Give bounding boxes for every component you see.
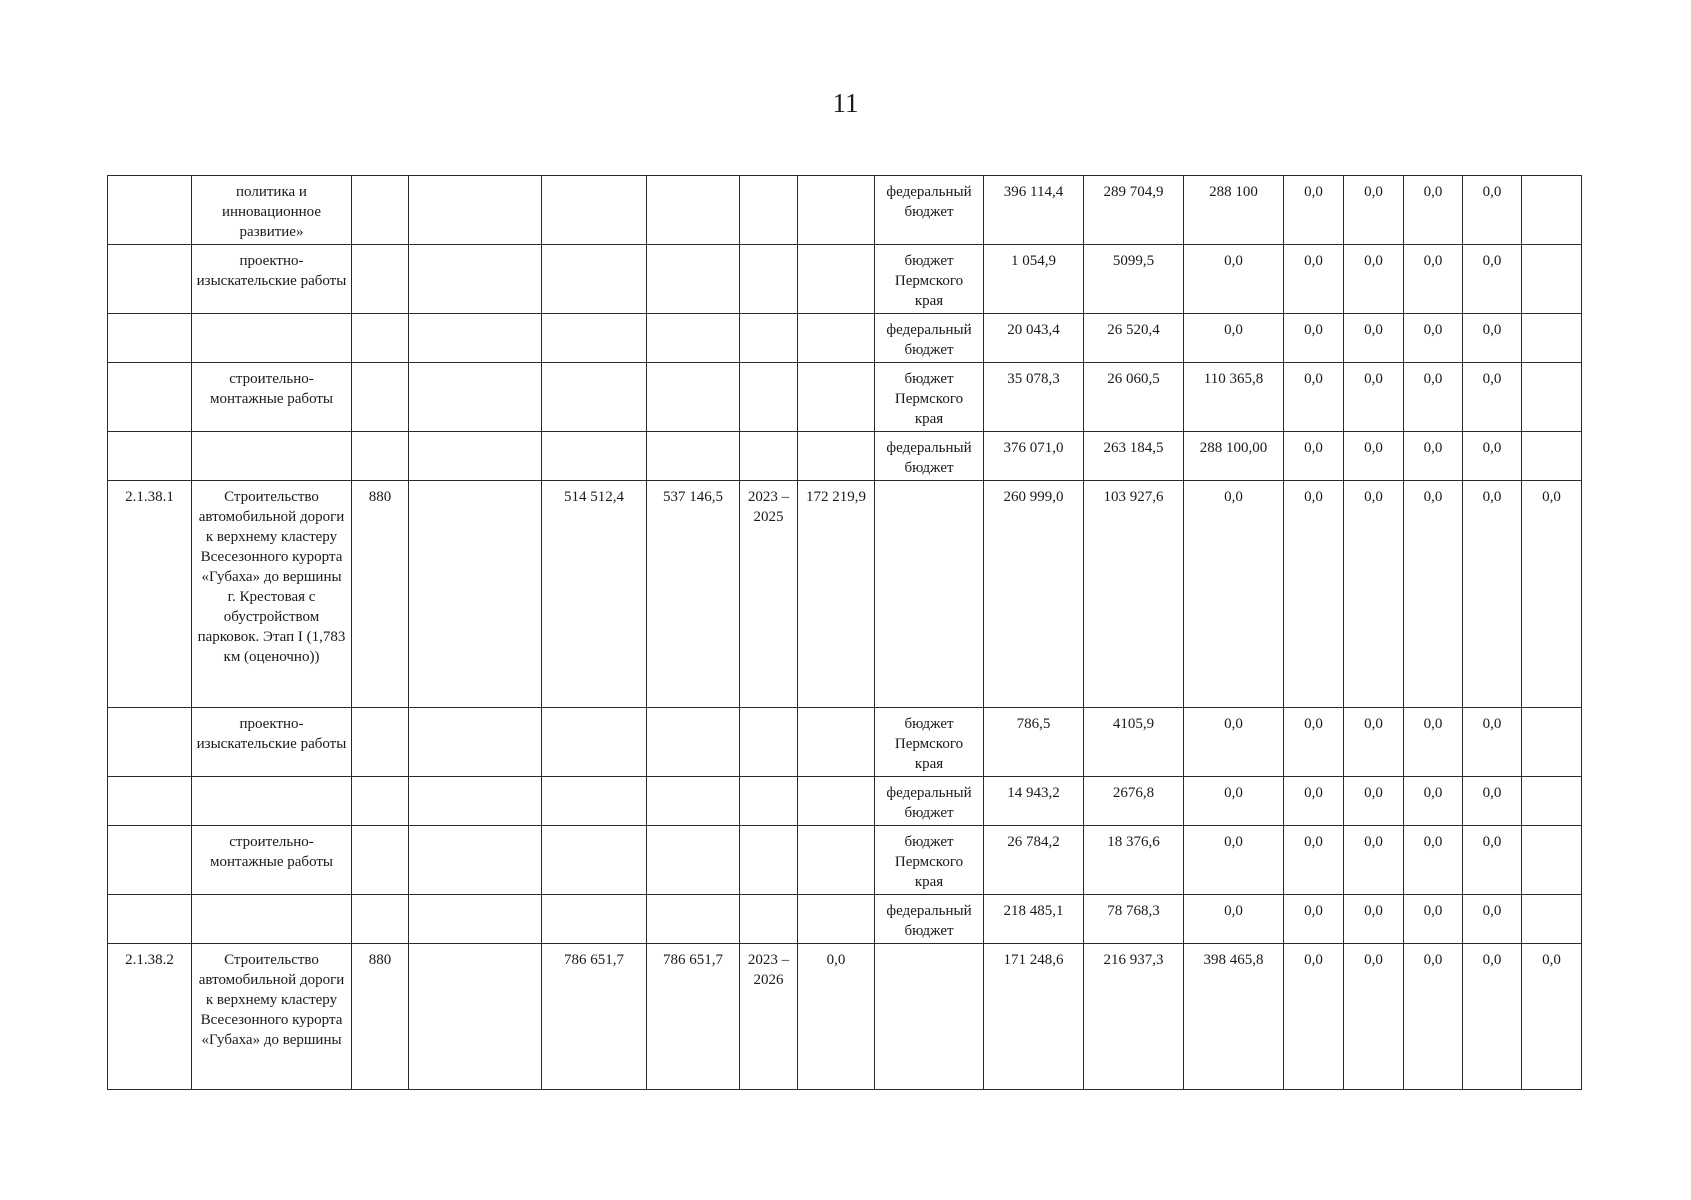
cell-value-1: 26 784,2: [984, 826, 1084, 895]
cell-value-6: 0,0: [1404, 245, 1463, 314]
cell-value-5: 0,0: [1344, 944, 1404, 1090]
cell-value-5: 0,0: [1344, 245, 1404, 314]
cell-value-4: 0,0: [1284, 314, 1344, 363]
cell-previous-funding: [798, 314, 875, 363]
cell-total-cost: [647, 895, 740, 944]
cell-value-3: 0,0: [1184, 245, 1284, 314]
cell-name: [192, 314, 352, 363]
cell-funding-source: федеральный бюджет: [875, 314, 984, 363]
cell-value-7: 0,0: [1463, 432, 1522, 481]
cell-value-6: 0,0: [1404, 432, 1463, 481]
cell-value-3: 0,0: [1184, 777, 1284, 826]
table-row: [108, 777, 1582, 826]
cell-previous-funding: [798, 826, 875, 895]
cell-period: [740, 245, 798, 314]
cell-code: [108, 432, 192, 481]
cell-value-3: 0,0: [1184, 895, 1284, 944]
cell-value-7: 0,0: [1463, 245, 1522, 314]
cell-code: 2.1.38.1: [108, 481, 192, 708]
cell-period: 2023 – 2025: [740, 481, 798, 708]
cell-column-4: [409, 777, 542, 826]
cell-estimated-cost: [542, 708, 647, 777]
cell-value-3: 288 100: [1184, 176, 1284, 245]
cell-value-4: 0,0: [1284, 481, 1344, 708]
cell-value-7: 0,0: [1463, 708, 1522, 777]
cell-value-7: 0,0: [1463, 314, 1522, 363]
cell-value-6: 0,0: [1404, 708, 1463, 777]
table-row: [108, 944, 1582, 1090]
cell-code: [108, 314, 192, 363]
cell-period: [740, 363, 798, 432]
cell-value-5: 0,0: [1344, 708, 1404, 777]
cell-value-6: 0,0: [1404, 363, 1463, 432]
cell-column-4: [409, 895, 542, 944]
cell-name: [192, 432, 352, 481]
cell-value-3: 398 465,8: [1184, 944, 1284, 1090]
cell-value-8: 0,0: [1522, 944, 1582, 1090]
cell-funding-source: бюджет Пермского края: [875, 708, 984, 777]
cell-funding-source: федеральный бюджет: [875, 432, 984, 481]
cell-value-4: 0,0: [1284, 432, 1344, 481]
cell-customer-code: [352, 176, 409, 245]
cell-value-3: 0,0: [1184, 481, 1284, 708]
cell-funding-source: бюджет Пермского края: [875, 245, 984, 314]
cell-value-8: [1522, 245, 1582, 314]
cell-total-cost: 537 146,5: [647, 481, 740, 708]
cell-estimated-cost: [542, 314, 647, 363]
cell-customer-code: 880: [352, 944, 409, 1090]
cell-estimated-cost: [542, 363, 647, 432]
cell-column-4: [409, 245, 542, 314]
table-row: [108, 363, 1582, 432]
table-row: [108, 176, 1582, 245]
table-row: [108, 481, 1582, 708]
cell-value-7: 0,0: [1463, 363, 1522, 432]
cell-name: строительно-монтажные работы: [192, 363, 352, 432]
cell-value-8: [1522, 708, 1582, 777]
cell-period: [740, 777, 798, 826]
cell-value-3: 0,0: [1184, 826, 1284, 895]
cell-code: [108, 245, 192, 314]
cell-code: [108, 708, 192, 777]
cell-total-cost: [647, 245, 740, 314]
cell-customer-code: [352, 245, 409, 314]
cell-value-8: [1522, 895, 1582, 944]
cell-estimated-cost: [542, 895, 647, 944]
cell-value-2: 4105,9: [1084, 708, 1184, 777]
cell-customer-code: [352, 314, 409, 363]
cell-column-4: [409, 314, 542, 363]
cell-value-6: 0,0: [1404, 826, 1463, 895]
cell-value-3: 0,0: [1184, 314, 1284, 363]
cell-value-1: 260 999,0: [984, 481, 1084, 708]
cell-value-2: 18 376,6: [1084, 826, 1184, 895]
cell-code: [108, 777, 192, 826]
page-number: 11: [832, 88, 859, 118]
cell-period: [740, 314, 798, 363]
cell-total-cost: [647, 432, 740, 481]
cell-name: политика и инновационное развитие»: [192, 176, 352, 245]
cell-name: проектно-изыскательские работы: [192, 245, 352, 314]
cell-value-6: 0,0: [1404, 314, 1463, 363]
cell-funding-source: бюджет Пермского края: [875, 826, 984, 895]
cell-value-4: 0,0: [1284, 944, 1344, 1090]
cell-name: [192, 777, 352, 826]
cell-name: строительно-монтажные работы: [192, 826, 352, 895]
cell-total-cost: [647, 176, 740, 245]
cell-previous-funding: 0,0: [798, 944, 875, 1090]
cell-value-2: 216 937,3: [1084, 944, 1184, 1090]
cell-value-1: 396 114,4: [984, 176, 1084, 245]
cell-previous-funding: [798, 895, 875, 944]
cell-value-2: 78 768,3: [1084, 895, 1184, 944]
cell-value-7: 0,0: [1463, 176, 1522, 245]
cell-value-7: 0,0: [1463, 944, 1522, 1090]
cell-total-cost: [647, 708, 740, 777]
cell-value-7: 0,0: [1463, 481, 1522, 708]
cell-value-5: 0,0: [1344, 777, 1404, 826]
cell-value-5: 0,0: [1344, 363, 1404, 432]
cell-column-4: [409, 432, 542, 481]
cell-column-4: [409, 944, 542, 1090]
table-row: [108, 245, 1582, 314]
cell-value-6: 0,0: [1404, 176, 1463, 245]
cell-value-5: 0,0: [1344, 481, 1404, 708]
cell-value-2: 26 060,5: [1084, 363, 1184, 432]
cell-value-8: [1522, 363, 1582, 432]
table-row: [108, 826, 1582, 895]
cell-total-cost: [647, 777, 740, 826]
cell-value-6: 0,0: [1404, 944, 1463, 1090]
cell-funding-source: федеральный бюджет: [875, 777, 984, 826]
cell-value-8: 0,0: [1522, 481, 1582, 708]
cell-value-6: 0,0: [1404, 895, 1463, 944]
cell-value-1: 35 078,3: [984, 363, 1084, 432]
table-row: [108, 314, 1582, 363]
cell-customer-code: [352, 363, 409, 432]
cell-funding-source: федеральный бюджет: [875, 895, 984, 944]
cell-total-cost: 786 651,7: [647, 944, 740, 1090]
cell-funding-source: федеральный бюджет: [875, 176, 984, 245]
cell-period: 2023 – 2026: [740, 944, 798, 1090]
cell-total-cost: [647, 826, 740, 895]
cell-value-4: 0,0: [1284, 176, 1344, 245]
cell-name: [192, 895, 352, 944]
cell-funding-source: [875, 481, 984, 708]
cell-value-2: 26 520,4: [1084, 314, 1184, 363]
cell-value-4: 0,0: [1284, 777, 1344, 826]
cell-customer-code: [352, 895, 409, 944]
cell-funding-source: [875, 944, 984, 1090]
cell-value-1: 14 943,2: [984, 777, 1084, 826]
cell-customer-code: [352, 826, 409, 895]
cell-column-4: [409, 176, 542, 245]
cell-customer-code: [352, 777, 409, 826]
cell-value-2: 2676,8: [1084, 777, 1184, 826]
cell-column-4: [409, 481, 542, 708]
cell-value-7: 0,0: [1463, 777, 1522, 826]
cell-value-2: 103 927,6: [1084, 481, 1184, 708]
cell-value-1: 218 485,1: [984, 895, 1084, 944]
cell-value-8: [1522, 777, 1582, 826]
cell-value-1: 376 071,0: [984, 432, 1084, 481]
cell-customer-code: [352, 708, 409, 777]
cell-previous-funding: 172 219,9: [798, 481, 875, 708]
cell-previous-funding: [798, 245, 875, 314]
budget-table: [107, 175, 1582, 1090]
cell-value-4: 0,0: [1284, 363, 1344, 432]
cell-previous-funding: [798, 708, 875, 777]
cell-value-3: 110 365,8: [1184, 363, 1284, 432]
cell-customer-code: 880: [352, 481, 409, 708]
cell-value-7: 0,0: [1463, 826, 1522, 895]
table-row: [108, 432, 1582, 481]
cell-value-5: 0,0: [1344, 432, 1404, 481]
cell-total-cost: [647, 363, 740, 432]
cell-name: проектно-изыскательские работы: [192, 708, 352, 777]
cell-estimated-cost: [542, 245, 647, 314]
cell-value-3: 288 100,00: [1184, 432, 1284, 481]
cell-column-4: [409, 826, 542, 895]
cell-column-4: [409, 363, 542, 432]
cell-value-1: 171 248,6: [984, 944, 1084, 1090]
cell-code: [108, 826, 192, 895]
cell-column-4: [409, 708, 542, 777]
cell-value-8: [1522, 826, 1582, 895]
cell-name: Строительство автомобильной дороги к верхнему кластеру Всесезонного курорта «Губаха» до вершины: [192, 944, 352, 1090]
cell-previous-funding: [798, 363, 875, 432]
cell-value-4: 0,0: [1284, 245, 1344, 314]
cell-value-4: 0,0: [1284, 826, 1344, 895]
cell-value-2: 289 704,9: [1084, 176, 1184, 245]
cell-estimated-cost: [542, 176, 647, 245]
cell-value-8: [1522, 314, 1582, 363]
cell-value-4: 0,0: [1284, 895, 1344, 944]
cell-period: [740, 432, 798, 481]
cell-value-7: 0,0: [1463, 895, 1522, 944]
cell-value-5: 0,0: [1344, 314, 1404, 363]
cell-value-6: 0,0: [1404, 481, 1463, 708]
cell-value-2: 5099,5: [1084, 245, 1184, 314]
cell-funding-source: бюджет Пермского края: [875, 363, 984, 432]
cell-value-5: 0,0: [1344, 176, 1404, 245]
cell-value-6: 0,0: [1404, 777, 1463, 826]
cell-period: [740, 826, 798, 895]
cell-customer-code: [352, 432, 409, 481]
cell-estimated-cost: [542, 826, 647, 895]
table-row: [108, 895, 1582, 944]
cell-total-cost: [647, 314, 740, 363]
cell-previous-funding: [798, 777, 875, 826]
cell-value-5: 0,0: [1344, 826, 1404, 895]
cell-value-3: 0,0: [1184, 708, 1284, 777]
cell-code: [108, 176, 192, 245]
cell-estimated-cost: [542, 777, 647, 826]
cell-period: [740, 176, 798, 245]
cell-value-1: 786,5: [984, 708, 1084, 777]
cell-value-2: 263 184,5: [1084, 432, 1184, 481]
cell-estimated-cost: 514 512,4: [542, 481, 647, 708]
cell-value-1: 1 054,9: [984, 245, 1084, 314]
cell-code: 2.1.38.2: [108, 944, 192, 1090]
cell-estimated-cost: [542, 432, 647, 481]
cell-name: Строительство автомобильной дороги к верхнему кластеру Всесезонного курорта «Губаха» до вершины г. Крестовая с обустройством парковок. Этап I (1,783 км (оценочно)): [192, 481, 352, 708]
cell-period: [740, 895, 798, 944]
cell-code: [108, 363, 192, 432]
cell-previous-funding: [798, 176, 875, 245]
cell-estimated-cost: 786 651,7: [542, 944, 647, 1090]
cell-value-4: 0,0: [1284, 708, 1344, 777]
cell-code: [108, 895, 192, 944]
cell-value-5: 0,0: [1344, 895, 1404, 944]
cell-value-1: 20 043,4: [984, 314, 1084, 363]
cell-period: [740, 708, 798, 777]
table-row: [108, 708, 1582, 777]
cell-previous-funding: [798, 432, 875, 481]
cell-value-8: [1522, 432, 1582, 481]
cell-value-8: [1522, 176, 1582, 245]
